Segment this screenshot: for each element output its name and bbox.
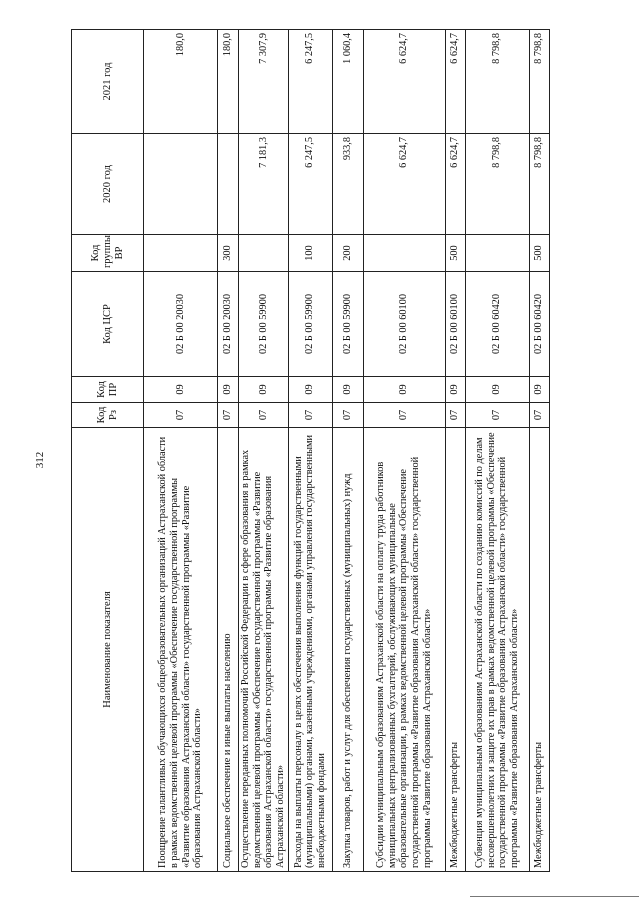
row-2020-cell: 933,8 (332, 134, 363, 235)
row-pr-cell: 09 (288, 377, 332, 403)
table-row (445, 30, 465, 872)
row-pr-cell: 09 (529, 377, 549, 403)
row-vr-cell: 100 (288, 235, 332, 272)
row-csr-cell: 02 Б 00 60420 (529, 272, 549, 377)
header-vr: Код группы ВР (72, 235, 144, 272)
row-2020-cell: 6 624,7 (363, 134, 445, 235)
row-csr-cell: 02 Б 00 20030 (218, 272, 239, 377)
header-2020: 2020 год (72, 134, 144, 235)
row-vr-cell: 500 (529, 235, 549, 272)
row-rz-cell: 07 (218, 403, 239, 428)
row-pr-cell: 09 (363, 377, 445, 403)
row-pr-cell: 09 (239, 377, 289, 403)
table-row (465, 30, 529, 872)
row-rz-cell: 07 (239, 403, 289, 428)
table-row (529, 30, 549, 872)
rotated-table-container (71, 30, 604, 872)
header-2021: 2021 год (72, 30, 144, 134)
row-2021-cell: 7 307,9 (239, 30, 289, 134)
row-vr-cell (363, 235, 445, 272)
row-csr-cell: 02 Б 00 60100 (363, 272, 445, 377)
row-2020-cell: 7 181,3 (239, 134, 289, 235)
row-name-cell: Осуществление переданных полномочий Российской Федерации в сфере образования в рамках ведомственной целевой программы «Обеспечение государственной программы «Развитие образования Астраханской области» государственной программы «Развитие образования Астраханской области» (239, 428, 289, 872)
row-csr-cell: 02 Б 00 59900 (288, 272, 332, 377)
row-name-cell: Поощрение талантливых обучающихся общеобразовательных организаций Астраханской области в рамках ведомственной целевой программы «Обеспечение государственной программы «Развитие образования Астраханской области» государственной программы «Развитие образования Астраханской области» (144, 428, 218, 872)
row-rz-cell: 07 (332, 403, 363, 428)
row-pr-cell: 09 (445, 377, 465, 403)
row-2021-cell: 6 247,5 (288, 30, 332, 134)
row-csr-cell: 02 Б 00 60100 (445, 272, 465, 377)
row-vr-cell (465, 235, 529, 272)
row-vr-cell (239, 235, 289, 272)
row-2020-cell (144, 134, 218, 235)
row-2020-cell (218, 134, 239, 235)
row-name-cell: Межбюджетные трансферты (529, 428, 549, 872)
row-vr-cell: 500 (445, 235, 465, 272)
table-row (239, 30, 289, 872)
table-row (218, 30, 239, 872)
row-csr-cell: 02 Б 00 60420 (465, 272, 529, 377)
header-name: Наименование показателя (72, 428, 144, 872)
row-name-cell: Субсидии муниципальным образованиям Астраханской области на оплату труда работников муниципальных централизованных бухгалтерий, обслуживающих муниципальные образовательные организации, в рамках ведомственной целевой программы «Обеспечение государственной программы «Развитие образования Астраханской области» государственной программы «Развитие образования Астраханской области» (363, 428, 445, 872)
row-2021-cell: 8 798,8 (529, 30, 549, 134)
row-rz-cell: 07 (445, 403, 465, 428)
header-pr: Код ПР (72, 377, 144, 403)
row-csr-cell: 02 Б 00 59900 (332, 272, 363, 377)
table-row (144, 30, 218, 872)
row-2021-cell: 180,0 (144, 30, 218, 134)
row-name-cell: Межбюджетные трансферты (445, 428, 465, 872)
row-csr-cell: 02 Б 00 20030 (144, 272, 218, 377)
row-2020-cell: 8 798,8 (465, 134, 529, 235)
row-2021-cell: 6 624,7 (363, 30, 445, 134)
row-vr-cell (144, 235, 218, 272)
row-pr-cell: 09 (218, 377, 239, 403)
row-2021-cell: 8 798,8 (465, 30, 529, 134)
row-vr-cell: 300 (218, 235, 239, 272)
table-row (332, 30, 363, 872)
row-2021-cell: 180,0 (218, 30, 239, 134)
row-vr-cell: 200 (332, 235, 363, 272)
scan-edge-line (470, 896, 639, 897)
table-header-row (72, 30, 144, 872)
page-number: 312 (34, 451, 46, 469)
row-rz-cell: 07 (465, 403, 529, 428)
row-2021-cell: 6 624,7 (445, 30, 465, 134)
row-name-cell: Закупка товаров, работ и услуг для обеспечения государственных (муниципальных) нужд (332, 428, 363, 872)
row-2020-cell: 6 624,7 (445, 134, 465, 235)
row-2020-cell: 8 798,8 (529, 134, 549, 235)
row-pr-cell: 09 (465, 377, 529, 403)
row-name-cell: Расходы на выплаты персоналу в целях обеспечения выполнения функций государственными (муниципальными) органами, казенными учреждениями, органами управления государственными внебюджетными фондами (288, 428, 332, 872)
header-rz: Код Рз (72, 403, 144, 428)
row-rz-cell: 07 (363, 403, 445, 428)
budget-table (71, 29, 550, 872)
row-name-cell: Социальное обеспечение и иные выплаты населению (218, 428, 239, 872)
row-rz-cell: 07 (288, 403, 332, 428)
row-csr-cell: 02 Б 00 59900 (239, 272, 289, 377)
row-pr-cell: 09 (144, 377, 218, 403)
table-row (363, 30, 445, 872)
row-rz-cell: 07 (529, 403, 549, 428)
row-rz-cell: 07 (144, 403, 218, 428)
header-csr: Код ЦСР (72, 272, 144, 377)
row-2020-cell: 6 247,5 (288, 134, 332, 235)
row-pr-cell: 09 (332, 377, 363, 403)
row-name-cell: Субвенция муниципальным образованиям Астраханской области по созданию комиссий по делам несовершеннолетних и защите их прав в рамках ведомственной целевой программы «Обеспечение государственной программы «Развитие образования Астраханской области» государственной программы «Развитие образования Астраханской области» (465, 428, 529, 872)
row-2021-cell: 1 060,4 (332, 30, 363, 134)
table-row (288, 30, 332, 872)
